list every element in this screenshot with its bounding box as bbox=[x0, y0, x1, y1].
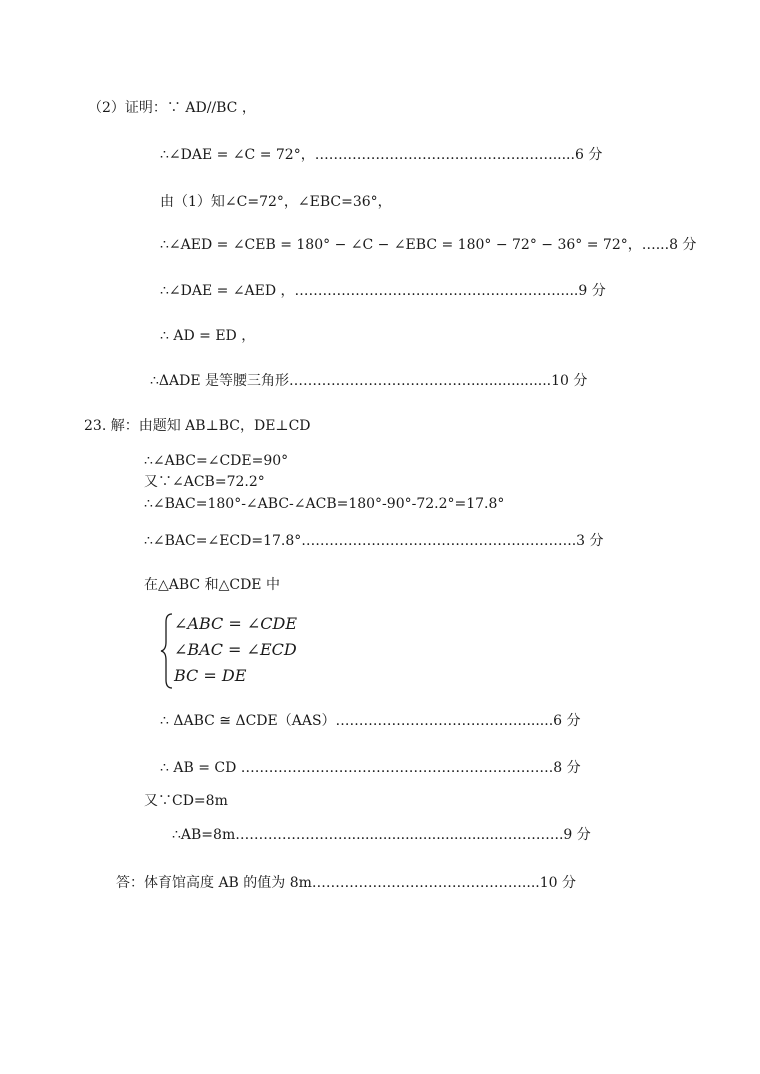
step-ab-cd-line: ∴ AB = CD ………………………………………………………….8 分 bbox=[160, 760, 581, 776]
step-congruent-line: ∴ ΔABC ≅ ΔCDE（AAS）…………………………………........6 分 bbox=[160, 713, 581, 729]
step-compute-bac-line: ∴∠BAC=180°-∠ABC-∠ACB=180°-90°-72.2°=17.8° bbox=[144, 496, 505, 512]
left-brace-icon bbox=[160, 612, 174, 690]
final-answer-line: 答：体育馆高度 AB 的值为 8m………………………………………....10 分 bbox=[116, 875, 576, 891]
problem-23-heading: 23. 解：由题知 AB⊥BC，DE⊥CD bbox=[84, 418, 311, 434]
step-angle-aed-line: ∴∠AED = ∠CEB = 180° − ∠C − ∠EBC = 180° − 72° − 36° = 72°，…...8 分 bbox=[160, 237, 697, 253]
equation-angle-bac-ecd: ∠BAC = ∠ECD bbox=[174, 640, 297, 659]
equation-system bbox=[160, 612, 300, 690]
step-ad-ed-line: ∴ AD = ED ， bbox=[160, 328, 256, 344]
step-triangles-line: 在△ABC 和△CDE 中 bbox=[144, 577, 280, 593]
equation-side-bc-de: BC = DE bbox=[174, 666, 247, 685]
step-given-cd-line: 又∵CD=8m bbox=[144, 793, 228, 809]
step-equal-angles-line: ∴∠DAE = ∠AED ，…………………………………………………....9 分 bbox=[160, 283, 606, 299]
equation-angle-abc-cde: ∠ABC = ∠CDE bbox=[174, 614, 297, 633]
step-angle-dae-line: ∴∠DAE = ∠C = 72°，…………………………………………….....6 分 bbox=[160, 147, 603, 163]
step-isosceles-line: ∴ΔADE 是等腰三角形…………………………………..................10 分 bbox=[150, 373, 588, 389]
step-given-acb-line: 又∵∠ACB=72.2° bbox=[144, 474, 265, 490]
step-ab-value-line: ∴AB=8m……………………..................................…………..9 分 bbox=[172, 827, 591, 843]
step-known-angles-line: 由（1）知∠C=72°，∠EBC=36°， bbox=[160, 194, 392, 210]
step-right-angles-line: ∴∠ABC=∠CDE=90° bbox=[144, 453, 289, 469]
step-bac-ecd-line: ∴∠BAC=∠ECD=17.8°…………………………………………………..3 分 bbox=[144, 533, 604, 549]
proof-intro-line: （2）证明：∵ AD//BC ， bbox=[88, 100, 256, 116]
